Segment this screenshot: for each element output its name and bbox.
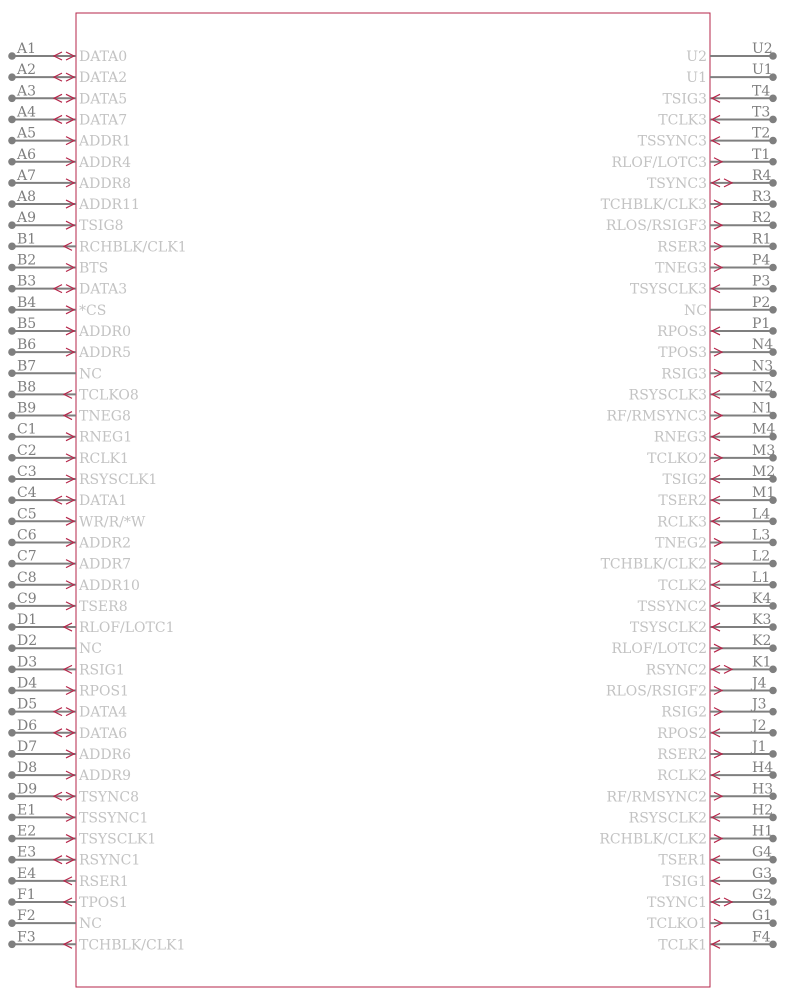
pin-number: H2 — [752, 802, 774, 819]
pin-r3[interactable] — [601, 189, 777, 213]
pin-name: RSER1 — [79, 873, 129, 890]
pin-endpoint[interactable] — [8, 666, 16, 674]
pin-number: A7 — [17, 167, 37, 184]
pin-number: C4 — [17, 485, 37, 502]
pin-number: B9 — [17, 400, 37, 417]
pin-name: TCHBLK/CLK1 — [79, 937, 186, 954]
pin-name: DATA0 — [79, 49, 128, 65]
pin-number: G1 — [752, 908, 773, 925]
pin-endpoint[interactable] — [8, 73, 16, 81]
pin-number: C9 — [17, 590, 37, 607]
pin-number: G2 — [752, 887, 773, 903]
pin-endpoint[interactable] — [769, 560, 777, 568]
pin-endpoint[interactable] — [8, 412, 16, 420]
pin-endpoint[interactable] — [8, 877, 16, 885]
pin-name: DATA6 — [79, 725, 128, 742]
pin-number: D6 — [17, 717, 38, 734]
pin-name: RSIG2 — [661, 704, 707, 721]
pin-name: TNEG3 — [655, 260, 707, 277]
pin-number: F4 — [752, 929, 771, 946]
pin-number: A1 — [17, 41, 37, 57]
pin-endpoint[interactable] — [8, 496, 16, 504]
pin-name: NC — [79, 366, 102, 383]
pin-number: J4 — [752, 675, 767, 692]
pin-endpoint[interactable] — [8, 179, 16, 187]
pin-name: RCLK1 — [79, 450, 129, 467]
pin-name: RSER3 — [657, 239, 707, 256]
pin-number: G4 — [752, 844, 773, 861]
pin-f4[interactable] — [658, 929, 777, 953]
pin-endpoint[interactable] — [769, 95, 777, 103]
pin-number: K3 — [752, 612, 772, 629]
pin-name: TSER2 — [658, 493, 707, 510]
pin-number: H1 — [752, 823, 774, 840]
pin-name: NC — [79, 641, 102, 658]
pin-name: RSYSCLK3 — [628, 387, 707, 404]
pin-number: B8 — [17, 379, 37, 396]
pin-endpoint[interactable] — [8, 391, 16, 399]
pin-endpoint[interactable] — [8, 200, 16, 208]
pin-number: B5 — [17, 315, 37, 332]
pin-number: N2 — [752, 379, 774, 396]
pin-number: U2 — [752, 41, 773, 57]
pin-endpoint[interactable] — [8, 369, 16, 377]
pin-name: TCLK1 — [658, 937, 707, 954]
pin-endpoint[interactable] — [8, 52, 16, 60]
pin-number: T4 — [752, 83, 771, 100]
pin-number: C1 — [17, 421, 37, 438]
pin-name: RSIG3 — [661, 366, 707, 383]
pin-name: RNEG3 — [653, 429, 707, 446]
pin-number: L3 — [752, 527, 771, 544]
pin-h1[interactable] — [599, 824, 776, 848]
pin-number: T3 — [752, 104, 771, 121]
pin-number: E2 — [17, 823, 37, 840]
pin-endpoint[interactable] — [8, 898, 16, 906]
pin-name: RSYNC2 — [645, 662, 707, 679]
pin-name: TCLKO1 — [647, 916, 707, 933]
pin-number: A9 — [17, 210, 37, 227]
pin-number: J3 — [752, 696, 767, 713]
pin-endpoint[interactable] — [8, 708, 16, 716]
pin-endpoint[interactable] — [8, 158, 16, 166]
pin-endpoint[interactable] — [8, 919, 16, 927]
pin-number: M2 — [752, 464, 776, 480]
pin-number: C3 — [17, 464, 37, 480]
pin-number: D4 — [17, 675, 38, 692]
pin-endpoint[interactable] — [769, 729, 777, 737]
pin-name: ADDR1 — [79, 133, 132, 150]
pin-number: M4 — [752, 421, 776, 438]
pin-name: RCLK2 — [657, 768, 707, 785]
pin-number: B7 — [17, 358, 37, 375]
pin-endpoint[interactable] — [769, 116, 777, 124]
pin-number: T1 — [752, 146, 771, 163]
pin-name: U1 — [686, 70, 707, 87]
pin-endpoint[interactable] — [8, 644, 16, 652]
pin-name: RCLK3 — [657, 514, 707, 531]
pin-number: J1 — [752, 738, 767, 755]
pin-endpoint[interactable] — [8, 95, 16, 103]
pin-name: RLOF/LOTC3 — [611, 154, 707, 171]
pin-name: TSYNC8 — [79, 789, 140, 806]
pin-endpoint[interactable] — [8, 539, 16, 547]
pin-endpoint[interactable] — [8, 243, 16, 251]
pin-name: ADDR10 — [79, 577, 140, 594]
pin-number: D2 — [17, 633, 38, 650]
pin-name: RSYSCLK2 — [628, 810, 707, 827]
pin-number: D3 — [17, 654, 38, 671]
pin-name: TPOS1 — [79, 895, 128, 911]
pin-endpoint[interactable] — [769, 306, 777, 314]
pin-name: NC — [79, 916, 102, 933]
pin-number: B6 — [17, 337, 37, 354]
pin-number: T2 — [752, 125, 771, 142]
pin-name: U2 — [686, 49, 707, 65]
pin-name: RLOF/LOTC1 — [79, 620, 175, 637]
pin-endpoint[interactable] — [8, 941, 16, 949]
pin-endpoint[interactable] — [8, 475, 16, 483]
pin-name: TSYSCLK1 — [79, 831, 157, 848]
pin-endpoint[interactable] — [769, 264, 777, 272]
pin-f3[interactable] — [8, 929, 185, 953]
pin-name: RLOF/LOTC2 — [611, 641, 707, 658]
pin-endpoint[interactable] — [8, 602, 16, 610]
pin-name: TCLKO8 — [79, 387, 139, 404]
pin-name: BTS — [79, 260, 109, 277]
pin-endpoint[interactable] — [8, 221, 16, 229]
pin-number: A4 — [17, 104, 37, 121]
pin-endpoint[interactable] — [8, 623, 16, 631]
pin-number: G3 — [752, 865, 773, 882]
pin-number: D7 — [17, 738, 38, 755]
pin-name: TPOS3 — [658, 345, 707, 362]
pin-name: RNEG1 — [79, 429, 133, 446]
pin-name: ADDR11 — [79, 197, 140, 214]
pin-number: C2 — [17, 442, 37, 459]
pin-endpoint[interactable] — [8, 518, 16, 526]
pin-name: TNEG8 — [79, 408, 131, 425]
pin-name: DATA4 — [79, 704, 128, 721]
pin-endpoint[interactable] — [8, 835, 16, 843]
pin-name: ADDR7 — [79, 556, 132, 573]
pin-name: TSIG8 — [79, 218, 124, 235]
pin-endpoint[interactable] — [769, 158, 777, 166]
pin-name: TNEG2 — [655, 535, 707, 552]
pin-number: E4 — [17, 865, 37, 882]
pin-number: P1 — [752, 315, 771, 332]
pin-name: RSYNC1 — [79, 852, 141, 869]
pin-endpoint[interactable] — [8, 750, 16, 758]
pin-name: DATA5 — [79, 91, 128, 108]
pin-number: L2 — [752, 548, 771, 565]
pin-name: TCLK3 — [658, 112, 707, 129]
pin-name: TSSYNC1 — [79, 810, 149, 827]
pin-name: TCLK2 — [658, 577, 707, 594]
pin-number: H3 — [752, 781, 774, 798]
pin-number: P2 — [752, 294, 771, 311]
pin-number: B4 — [17, 294, 37, 311]
pin-name: TCHBLK/CLK2 — [600, 556, 707, 573]
pin-endpoint[interactable] — [769, 285, 777, 293]
pin-number: C5 — [17, 506, 37, 523]
pin-endpoint[interactable] — [769, 327, 777, 335]
pin-number: M3 — [752, 442, 776, 459]
pin-number: B3 — [17, 273, 37, 290]
pin-number: K1 — [752, 654, 772, 671]
pin-number: F2 — [17, 908, 36, 925]
pin-l2[interactable] — [601, 549, 777, 573]
pin-name: ADDR9 — [79, 768, 132, 785]
pin-endpoint[interactable] — [8, 348, 16, 356]
pin-number: J2 — [752, 717, 767, 734]
pin-name: DATA1 — [79, 493, 128, 510]
pin-endpoint[interactable] — [8, 792, 16, 800]
pin-name: ADDR8 — [79, 175, 132, 192]
pin-endpoint[interactable] — [769, 750, 777, 758]
pin-name: TSYNC3 — [646, 175, 707, 192]
pin-number: U1 — [752, 62, 773, 79]
pin-number: A2 — [17, 62, 37, 79]
pin-number: A6 — [17, 146, 37, 163]
pin-endpoint[interactable] — [8, 581, 16, 589]
pin-endpoint[interactable] — [769, 581, 777, 589]
pin-endpoint[interactable] — [8, 560, 16, 568]
pin-name: RF/RMSYNC3 — [606, 408, 707, 425]
pin-endpoint[interactable] — [8, 264, 16, 272]
pin-name: RPOS2 — [657, 725, 707, 742]
pin-number: K2 — [752, 633, 772, 650]
pin-number: P4 — [752, 252, 771, 269]
pin-number: A3 — [17, 83, 37, 100]
pin-name: ADDR5 — [79, 345, 132, 362]
pin-number: K4 — [752, 590, 772, 607]
pin-number: N4 — [752, 337, 774, 354]
pin-endpoint[interactable] — [8, 116, 16, 124]
pin-number: C6 — [17, 527, 37, 544]
pin-name: TSIG2 — [662, 472, 707, 488]
pin-number: B1 — [17, 231, 37, 248]
pin-number: D1 — [17, 612, 38, 629]
pin-name: TCLKO2 — [647, 450, 707, 467]
pin-name: RSYSCLK1 — [79, 472, 158, 488]
pin-name: ADDR4 — [79, 154, 132, 171]
pin-number: C8 — [17, 569, 37, 586]
pin-number: F1 — [17, 887, 36, 903]
pin-number: E1 — [17, 802, 37, 819]
pin-number: D5 — [17, 696, 38, 713]
pin-endpoint[interactable] — [8, 729, 16, 737]
pin-endpoint[interactable] — [8, 454, 16, 462]
pin-number: D9 — [17, 781, 38, 798]
right-pin-group — [599, 41, 776, 953]
pin-name: WR/R/*W — [79, 514, 146, 531]
pin-number: R2 — [752, 210, 772, 227]
pin-name: NC — [684, 302, 707, 319]
pin-endpoint[interactable] — [769, 137, 777, 145]
pin-name: TSIG3 — [662, 91, 707, 108]
pin-number: L4 — [752, 506, 771, 523]
pin-endpoint[interactable] — [8, 814, 16, 822]
pin-name: TSSYNC3 — [637, 133, 707, 150]
pin-number: H4 — [752, 760, 774, 777]
pin-endpoint[interactable] — [8, 856, 16, 864]
pin-name: *CS — [79, 302, 107, 319]
pin-name: TSER8 — [79, 598, 128, 615]
pin-name: ADDR2 — [79, 535, 132, 552]
pin-number: N3 — [752, 358, 774, 375]
pin-name: TCHBLK/CLK3 — [600, 197, 707, 214]
pin-name: RSIG1 — [79, 662, 125, 679]
left-pin-group — [8, 41, 186, 953]
pin-name: TSYSCLK2 — [629, 620, 707, 637]
pin-number: B2 — [17, 252, 37, 269]
pin-name: RCHBLK/CLK2 — [599, 831, 707, 848]
pin-endpoint[interactable] — [8, 306, 16, 314]
pin-endpoint[interactable] — [769, 708, 777, 716]
pin-number: P3 — [752, 273, 771, 290]
pin-endpoint[interactable] — [8, 285, 16, 293]
pin-number: C7 — [17, 548, 37, 565]
pin-name: TSSYNC2 — [637, 598, 707, 615]
pin-number: R4 — [752, 167, 772, 184]
pin-name: RPOS3 — [657, 323, 707, 340]
pin-name: TSYNC1 — [646, 895, 707, 911]
pin-number: M1 — [752, 485, 776, 502]
pin-name: RLOS/RSIGF3 — [605, 218, 707, 235]
pin-name: DATA7 — [79, 112, 128, 129]
pin-number: E3 — [17, 844, 37, 861]
pin-number: N1 — [752, 400, 774, 417]
pin-name: DATA3 — [79, 281, 128, 298]
pin-number: F3 — [17, 929, 36, 946]
pin-name: TSIG1 — [662, 873, 707, 890]
pin-endpoint[interactable] — [8, 433, 16, 441]
pin-endpoint[interactable] — [769, 687, 777, 695]
pin-name: RPOS1 — [79, 683, 129, 700]
pin-name: DATA2 — [79, 70, 128, 87]
pin-endpoint[interactable] — [769, 539, 777, 547]
pin-name: RSER2 — [657, 746, 707, 763]
pin-number: L1 — [752, 569, 771, 586]
pin-name: TSYSCLK3 — [629, 281, 707, 298]
pin-name: TSER1 — [658, 852, 707, 869]
pin-number: R1 — [752, 231, 772, 248]
pin-name: ADDR0 — [79, 323, 132, 340]
pin-endpoint[interactable] — [8, 771, 16, 779]
pin-endpoint[interactable] — [769, 518, 777, 526]
pin-number: A5 — [17, 125, 37, 142]
pin-name: RCHBLK/CLK1 — [79, 239, 187, 256]
pin-number: D8 — [17, 760, 38, 777]
pin-number: R3 — [752, 189, 772, 206]
pin-name: RF/RMSYNC2 — [606, 789, 707, 806]
pin-endpoint[interactable] — [8, 327, 16, 335]
pin-name: RLOS/RSIGF2 — [605, 683, 707, 700]
pin-number: A8 — [17, 189, 37, 206]
pin-name: ADDR6 — [79, 746, 132, 763]
pin-endpoint[interactable] — [8, 687, 16, 695]
pin-endpoint[interactable] — [8, 137, 16, 145]
